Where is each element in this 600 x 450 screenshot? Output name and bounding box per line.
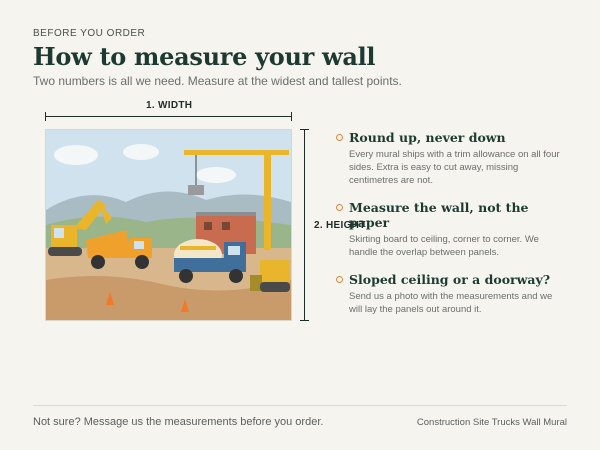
tip-title: Sloped ceiling or a doorway? — [349, 272, 551, 287]
footer-help-text: Not sure? Message us the measurements before you order. — [33, 416, 324, 428]
tip-title: Measure the wall, not the paper — [349, 200, 529, 230]
circle-bullet-icon — [336, 134, 343, 141]
circle-bullet-icon — [336, 276, 343, 283]
page-title: How to measure your wall — [33, 42, 376, 71]
footer-divider — [33, 405, 567, 406]
height-dimension-label: 2. HEIGHT — [314, 220, 366, 231]
tip-item — [336, 200, 566, 259]
mural-preview-image — [45, 129, 292, 321]
tip-body: Send us a photo with the measurements and we will lay the panels out around it. — [349, 291, 553, 315]
footer-product-name: Construction Site Trucks Wall Mural — [416, 417, 567, 428]
measuring-tips-list — [336, 130, 566, 329]
height-dimension-line — [304, 129, 305, 321]
tip-item — [336, 130, 566, 187]
circle-bullet-icon — [336, 204, 343, 211]
width-dimension-line — [45, 116, 292, 117]
tip-body: Skirting board to ceiling, corner to corner. We handle the overlap between panels. — [349, 234, 539, 258]
tip-body: Every mural ships with a trim allowance on all four sides. Extra is easy to cut away, missing centimetres are not. — [349, 149, 560, 186]
width-dimension-label: 1. WIDTH — [146, 100, 193, 111]
eyebrow-label: BEFORE YOU ORDER — [33, 28, 146, 39]
page-subtitle: Two numbers is all we need. Measure at the widest and tallest points. — [33, 74, 402, 88]
tip-title: Round up, never down — [349, 130, 506, 145]
tip-item — [336, 272, 566, 316]
